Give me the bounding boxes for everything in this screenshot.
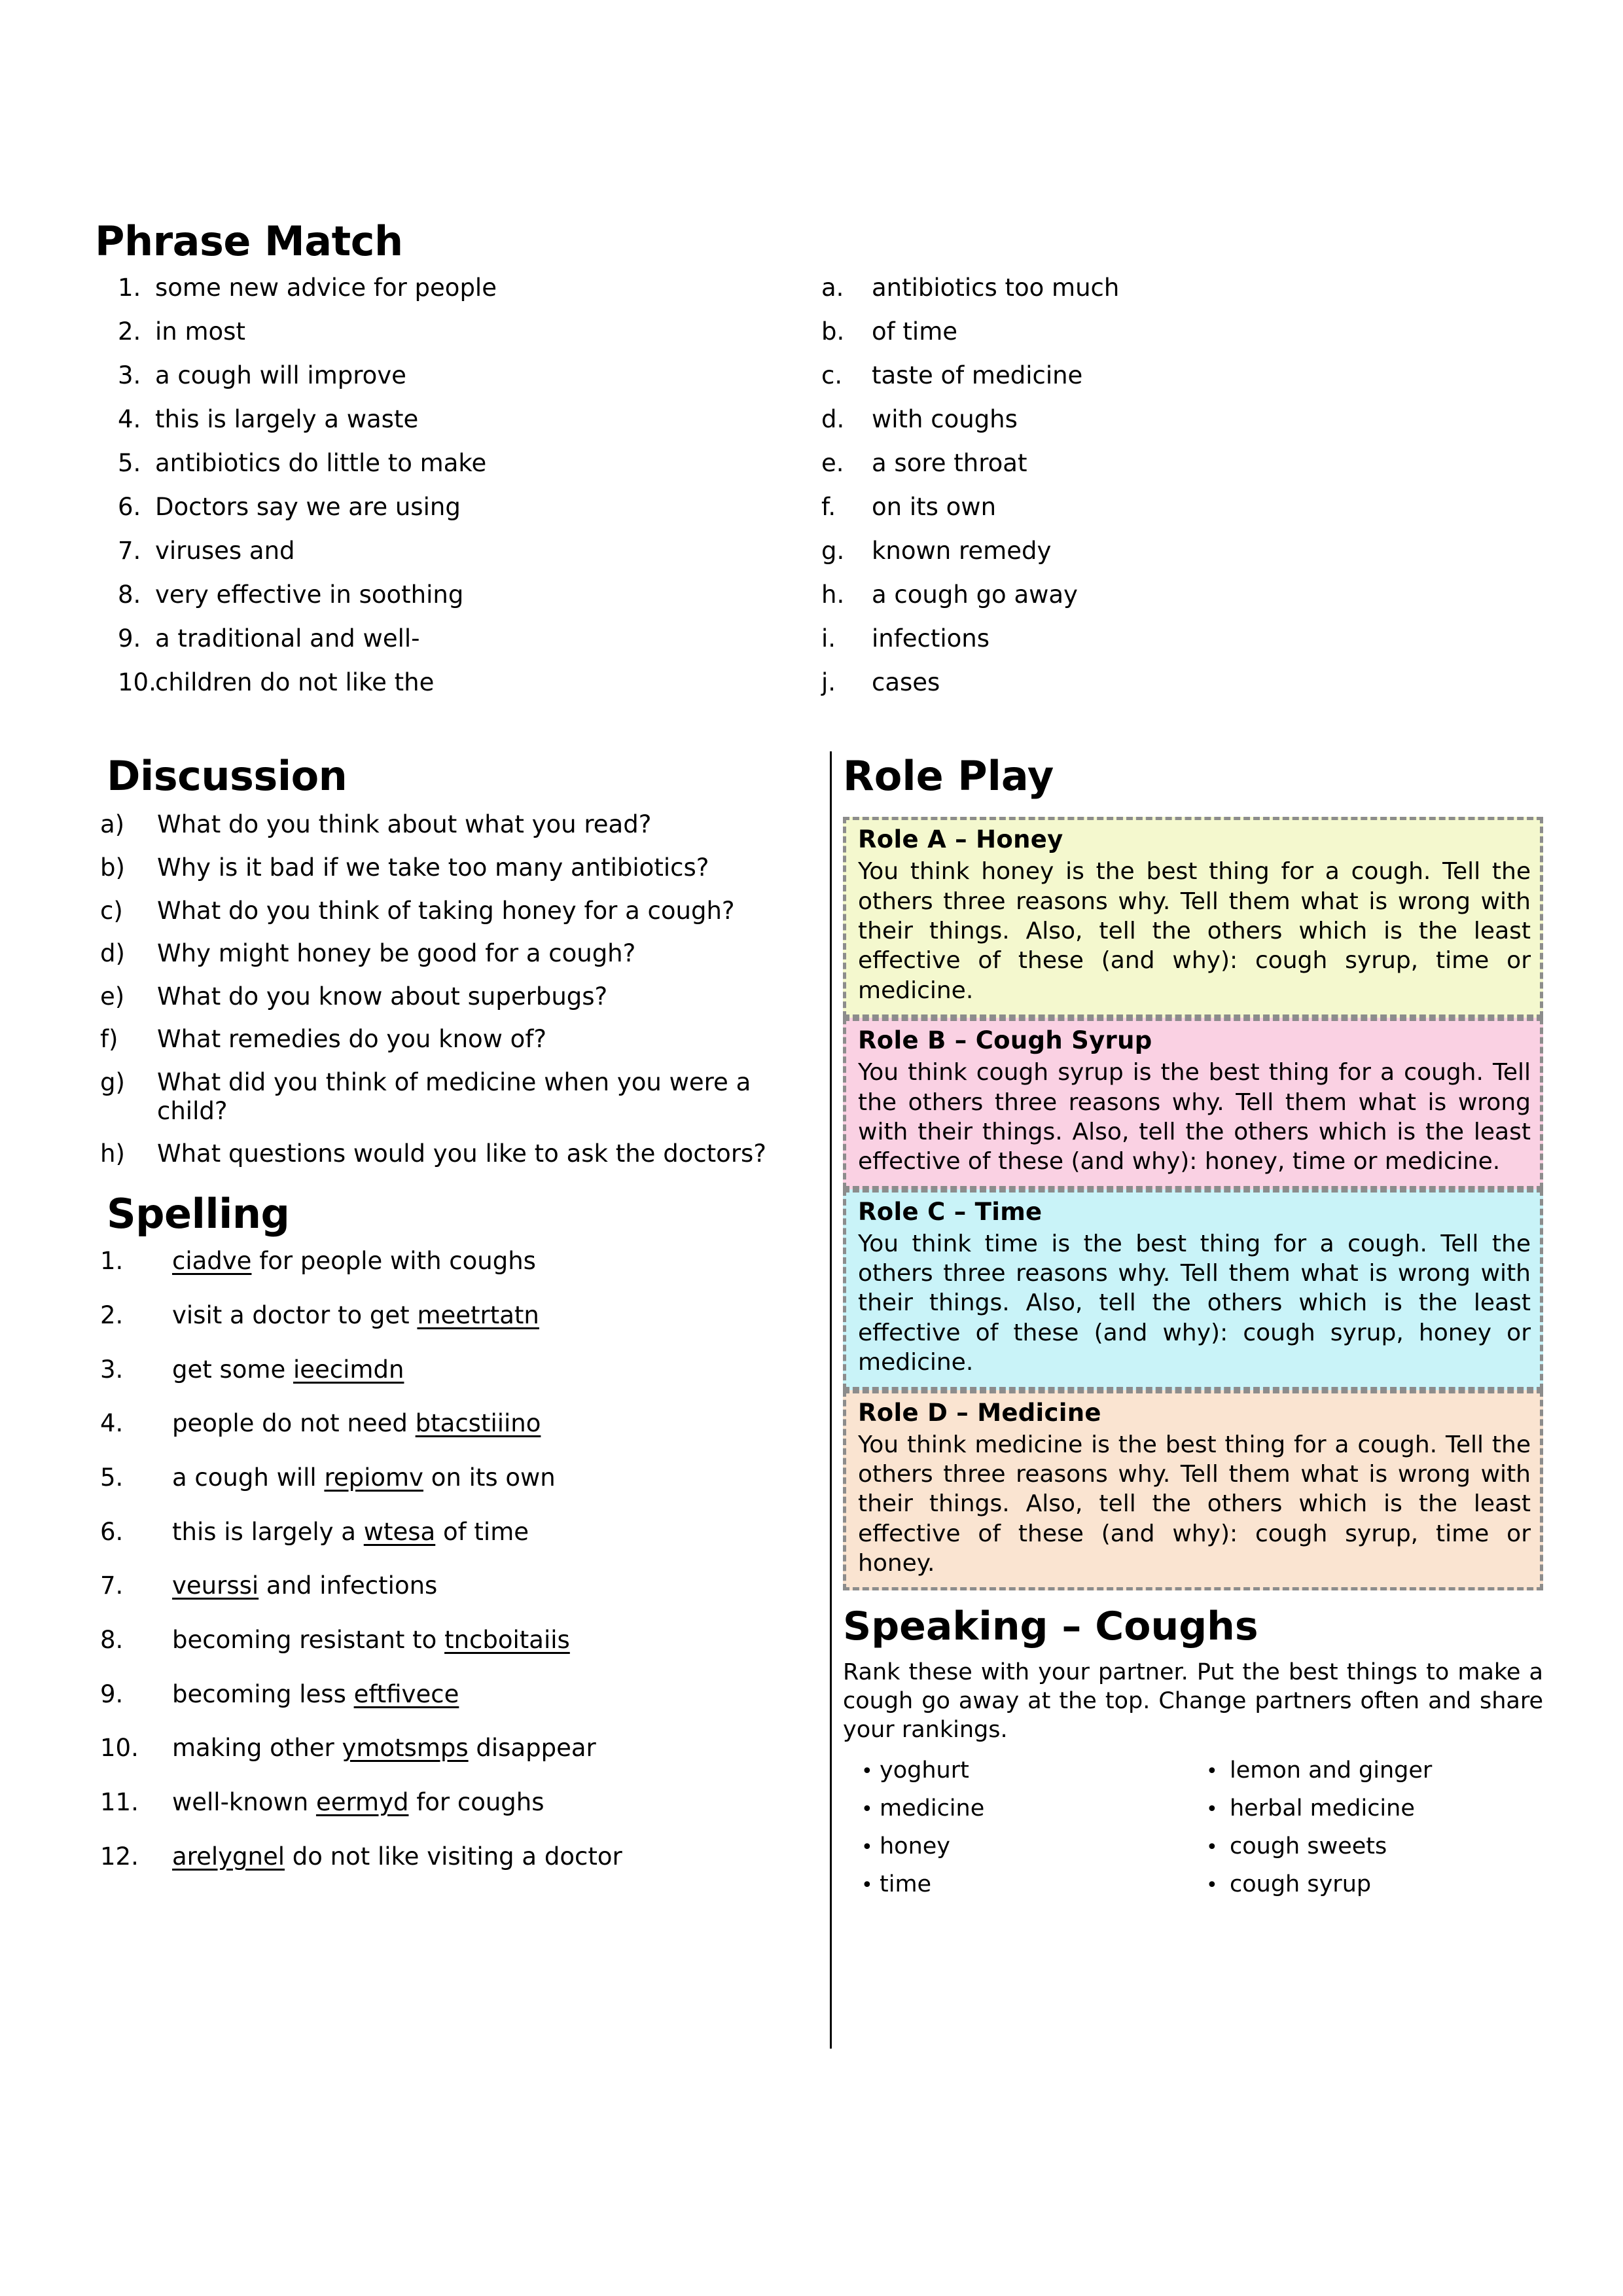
phrase-match-option[interactable] (812, 407, 1528, 451)
item-marker: c) (100, 896, 123, 925)
jumbled-word: wtesa (363, 1517, 436, 1546)
role-body-text: You think medicine is the best thing for a cough. Tell the others three reasons why. Tell them what is wrong with their things. Also, tell the others which is the least effective of these (and why): cough syrup, time or honey. (858, 1431, 1531, 1577)
item-text (172, 1357, 808, 1384)
phrase-match-option[interactable] (812, 495, 1528, 539)
option-marker: a. (821, 274, 844, 302)
discussion-item[interactable] (95, 897, 808, 925)
item-text: in most (155, 317, 245, 346)
text-after: do not like visiting a doctor (285, 1842, 622, 1871)
item-marker: a) (100, 810, 125, 839)
item-text: children do not like the (155, 668, 435, 697)
item-text: What do you think about what you read? (157, 810, 652, 839)
discussion-title: Discussion (107, 752, 348, 800)
option-marker: e. (821, 449, 844, 478)
left-column (95, 754, 808, 1898)
speaking-left-column (843, 1759, 1193, 1911)
phrase-match-option[interactable] (812, 451, 1528, 495)
item-marker: g) (100, 1068, 125, 1097)
text-before: visit a doctor to get (172, 1300, 418, 1329)
phrase-match-item[interactable] (95, 539, 812, 583)
item-marker: 2. (118, 317, 141, 346)
item-marker: e) (100, 982, 125, 1011)
speaking-option[interactable] (843, 1873, 1193, 1911)
role-heading: Role C – Time (858, 1197, 1043, 1226)
item-text: What did you think of medicine when you were a child? (157, 1068, 751, 1125)
item-text: a traditional and well- (155, 624, 420, 653)
role-card-a[interactable] (843, 817, 1543, 1018)
text-after: on its own (423, 1463, 556, 1492)
phrase-match-item[interactable] (95, 495, 812, 539)
jumbled-word: meetrtatn (417, 1300, 539, 1329)
item-marker: 7. (100, 1571, 124, 1600)
bullet-icon: • (861, 1835, 873, 1859)
item-marker: 9. (118, 624, 141, 653)
item-text: this is largely a waste (155, 405, 419, 434)
option-marker: b. (821, 317, 845, 346)
phrase-match-option[interactable] (812, 626, 1528, 670)
item-text: very effective in soothing (155, 581, 464, 609)
spelling-item[interactable] (95, 1357, 808, 1384)
role-body-text: You think honey is the best thing for a cough. Tell the others three reasons why. Tell them what is wrong with their things. Also, tell the others which is the least effective of these (and why): cough syrup, time or medicine. (858, 858, 1531, 1004)
speaking-instructions: Rank these with your partner. Put the best things to make a cough go away at the top. Change partners often and share your rankings. (843, 1659, 1543, 1743)
role-heading: Role D – Medicine (858, 1398, 1101, 1427)
item-marker: 1. (100, 1247, 124, 1276)
phrase-match-section (95, 219, 1528, 714)
spelling-item[interactable] (95, 1410, 808, 1437)
spelling-item[interactable] (95, 1735, 808, 1762)
jumbled-word: repiomv (324, 1463, 423, 1492)
item-marker: 3. (100, 1355, 124, 1384)
option-marker: g. (821, 537, 845, 565)
spelling-item[interactable] (95, 1465, 808, 1492)
text-before: becoming less (172, 1679, 354, 1708)
text-after: and infections (259, 1571, 438, 1600)
jumbled-word: ieecimdn (293, 1355, 404, 1384)
speaking-option[interactable] (1193, 1797, 1543, 1835)
speaking-options-columns (843, 1759, 1543, 1911)
option-text: a sore throat (872, 449, 1027, 478)
bullet-icon: • (861, 1873, 873, 1897)
item-marker: f) (100, 1025, 118, 1054)
item-text (172, 1627, 808, 1654)
item-text (172, 1302, 808, 1329)
item-marker: 2. (100, 1300, 124, 1329)
text-before: a cough will (172, 1463, 325, 1492)
jumbled-word: ymotsmps (342, 1734, 469, 1763)
option-label: cough syrup (1230, 1871, 1372, 1897)
item-text: What do you know about superbugs? (157, 982, 608, 1011)
item-marker: 10. (118, 668, 156, 697)
item-marker: 6. (100, 1517, 124, 1546)
spelling-section (95, 1192, 808, 1870)
option-text: known remedy (872, 537, 1052, 565)
phrase-match-columns (95, 276, 1528, 714)
bullet-icon: • (1206, 1797, 1218, 1821)
role-play-title: Role Play (843, 752, 1054, 800)
speaking-option[interactable] (843, 1797, 1193, 1835)
item-marker: d) (100, 939, 125, 968)
option-label: lemon and ginger (1230, 1757, 1433, 1784)
jumbled-word: ciadve (172, 1247, 252, 1276)
item-marker: 11. (100, 1788, 139, 1817)
spelling-item[interactable] (95, 1627, 808, 1654)
item-marker: 8. (118, 581, 141, 609)
item-text: What do you think of taking honey for a cough? (157, 896, 735, 925)
phrase-match-item[interactable] (95, 363, 812, 407)
spelling-title: Spelling (107, 1190, 290, 1238)
phrase-match-item[interactable] (95, 451, 812, 495)
item-text (172, 1735, 808, 1762)
item-text: What remedies do you know of? (157, 1025, 546, 1054)
role-body-text: You think time is the best thing for a cough. Tell the others three reasons why. Tell them what is wrong with their things. Also, tell the others which is the least effective of these (and why): cough syrup, honey or medicine. (858, 1230, 1531, 1376)
item-marker: 1. (118, 274, 141, 302)
item-marker: 3. (118, 361, 141, 390)
option-text: infections (872, 624, 990, 653)
option-label: honey (880, 1833, 951, 1859)
option-text: with coughs (872, 405, 1018, 434)
item-marker: b) (100, 853, 125, 882)
item-text: antibiotics do little to make (155, 449, 487, 478)
phrase-match-right-column (812, 276, 1528, 714)
speaking-option[interactable] (1193, 1835, 1543, 1873)
option-marker: d. (821, 405, 845, 434)
right-column (843, 754, 1543, 1911)
spelling-item[interactable] (95, 1573, 808, 1600)
text-before: get some (172, 1355, 293, 1384)
item-text: a cough will improve (155, 361, 406, 390)
item-text (172, 1519, 808, 1546)
option-marker: f. (821, 493, 836, 522)
phrase-match-option[interactable] (812, 539, 1528, 583)
item-text (172, 1573, 808, 1600)
item-marker: 5. (100, 1463, 124, 1492)
speaking-option[interactable] (1193, 1759, 1543, 1797)
spelling-item[interactable] (95, 1248, 808, 1275)
spelling-item[interactable] (95, 1302, 808, 1329)
text-after: of time (435, 1517, 529, 1546)
option-label: yoghurt (880, 1757, 969, 1784)
discussion-item[interactable] (95, 853, 808, 882)
role-heading: Role B – Cough Syrup (858, 1026, 1152, 1055)
phrase-match-option[interactable] (812, 583, 1528, 626)
speaking-right-column (1193, 1759, 1543, 1911)
jumbled-word: btacstiiino (415, 1409, 541, 1438)
text-after: for people with coughs (251, 1247, 536, 1276)
option-marker: c. (821, 361, 843, 390)
spelling-item[interactable] (95, 1681, 808, 1708)
text-after: for coughs (408, 1788, 544, 1817)
discussion-list (95, 810, 808, 1168)
phrase-match-option[interactable] (812, 319, 1528, 363)
bullet-icon: • (861, 1759, 873, 1783)
item-marker: 7. (118, 537, 141, 565)
phrase-match-option[interactable] (812, 363, 1528, 407)
item-marker: 4. (118, 405, 141, 434)
bullet-icon: • (861, 1797, 873, 1821)
role-body-text: You think cough syrup is the best thing for a cough. Tell the others three reasons why. Tell them what is wrong with their things. Also, tell the others which is the least effective of these (and why): honey, time or medicine. (858, 1059, 1531, 1175)
bullet-icon: • (1206, 1873, 1218, 1897)
item-marker: 4. (100, 1409, 124, 1438)
role-card-c[interactable] (843, 1189, 1543, 1390)
option-text: on its own (872, 493, 997, 522)
item-text (172, 1465, 808, 1492)
role-card-b[interactable] (843, 1018, 1543, 1189)
text-before: well-known (172, 1788, 316, 1817)
text-after: disappear (468, 1734, 596, 1763)
column-divider (830, 751, 832, 2049)
speaking-option[interactable] (843, 1835, 1193, 1873)
option-label: cough sweets (1230, 1833, 1387, 1859)
item-text (172, 1844, 808, 1871)
jumbled-word: veurssi (172, 1571, 259, 1600)
jumbled-word: tncboitaiis (444, 1626, 570, 1655)
item-text: Why is it bad if we take too many antibiotics? (157, 853, 709, 882)
item-text (172, 1681, 808, 1708)
phrase-match-title: Phrase Match (95, 217, 403, 265)
spelling-item[interactable] (95, 1789, 808, 1816)
option-label: time (880, 1871, 932, 1897)
phrase-match-option[interactable] (812, 670, 1528, 714)
spelling-item[interactable] (95, 1519, 808, 1546)
text-before: people do not need (172, 1409, 416, 1438)
discussion-item[interactable] (95, 982, 808, 1011)
spelling-item[interactable] (95, 1844, 808, 1871)
jumbled-word: arelygnel (172, 1842, 285, 1871)
phrase-match-item[interactable] (95, 276, 812, 319)
item-marker: h) (100, 1139, 125, 1168)
option-text: a cough go away (872, 581, 1078, 609)
item-text (172, 1789, 808, 1816)
item-marker: 10. (100, 1734, 139, 1763)
phrase-match-option[interactable] (812, 276, 1528, 319)
item-text: viruses and (155, 537, 295, 565)
option-marker: i. (821, 624, 836, 653)
phrase-match-item[interactable] (95, 670, 812, 714)
discussion-item[interactable] (95, 810, 808, 839)
role-heading: Role A – Honey (858, 825, 1063, 854)
item-marker: 6. (118, 493, 141, 522)
option-label: medicine (880, 1795, 985, 1821)
item-marker: 9. (100, 1679, 124, 1708)
speaking-title: Speaking – Coughs (843, 1604, 1258, 1650)
item-marker: 12. (100, 1842, 139, 1871)
item-text: some new advice for people (155, 274, 497, 302)
item-marker: 8. (100, 1626, 124, 1655)
discussion-item[interactable] (95, 1068, 808, 1125)
item-text: What questions would you like to ask the doctors? (157, 1139, 766, 1168)
option-text: antibiotics too much (872, 274, 1120, 302)
item-text: Why might honey be good for a cough? (157, 939, 636, 968)
discussion-item[interactable] (95, 939, 808, 968)
option-text: cases (872, 668, 940, 697)
discussion-item[interactable] (95, 1025, 808, 1054)
text-before: becoming resistant to (172, 1626, 445, 1655)
text-before: this is largely a (172, 1517, 364, 1546)
phrase-match-item[interactable] (95, 583, 812, 626)
speaking-option[interactable] (1193, 1873, 1543, 1911)
bullet-icon: • (1206, 1759, 1218, 1783)
item-text (172, 1248, 808, 1275)
phrase-match-item[interactable] (95, 319, 812, 363)
option-text: of time (872, 317, 958, 346)
item-text (172, 1410, 808, 1437)
role-card-d[interactable] (843, 1390, 1543, 1591)
discussion-item[interactable] (95, 1139, 808, 1168)
item-marker: 5. (118, 449, 141, 478)
option-text: taste of medicine (872, 361, 1083, 390)
option-marker: j. (821, 668, 836, 697)
item-text: Doctors say we are using (155, 493, 461, 522)
bullet-icon: • (1206, 1835, 1218, 1859)
phrase-match-item[interactable] (95, 407, 812, 451)
option-label: herbal medicine (1230, 1795, 1415, 1821)
jumbled-word: eftfivece (353, 1679, 459, 1708)
jumbled-word: eermyd (315, 1788, 409, 1817)
phrase-match-left-column (95, 276, 812, 714)
option-marker: h. (821, 581, 845, 609)
speaking-option[interactable] (843, 1759, 1193, 1797)
text-before: making other (172, 1734, 342, 1763)
phrase-match-item[interactable] (95, 626, 812, 670)
